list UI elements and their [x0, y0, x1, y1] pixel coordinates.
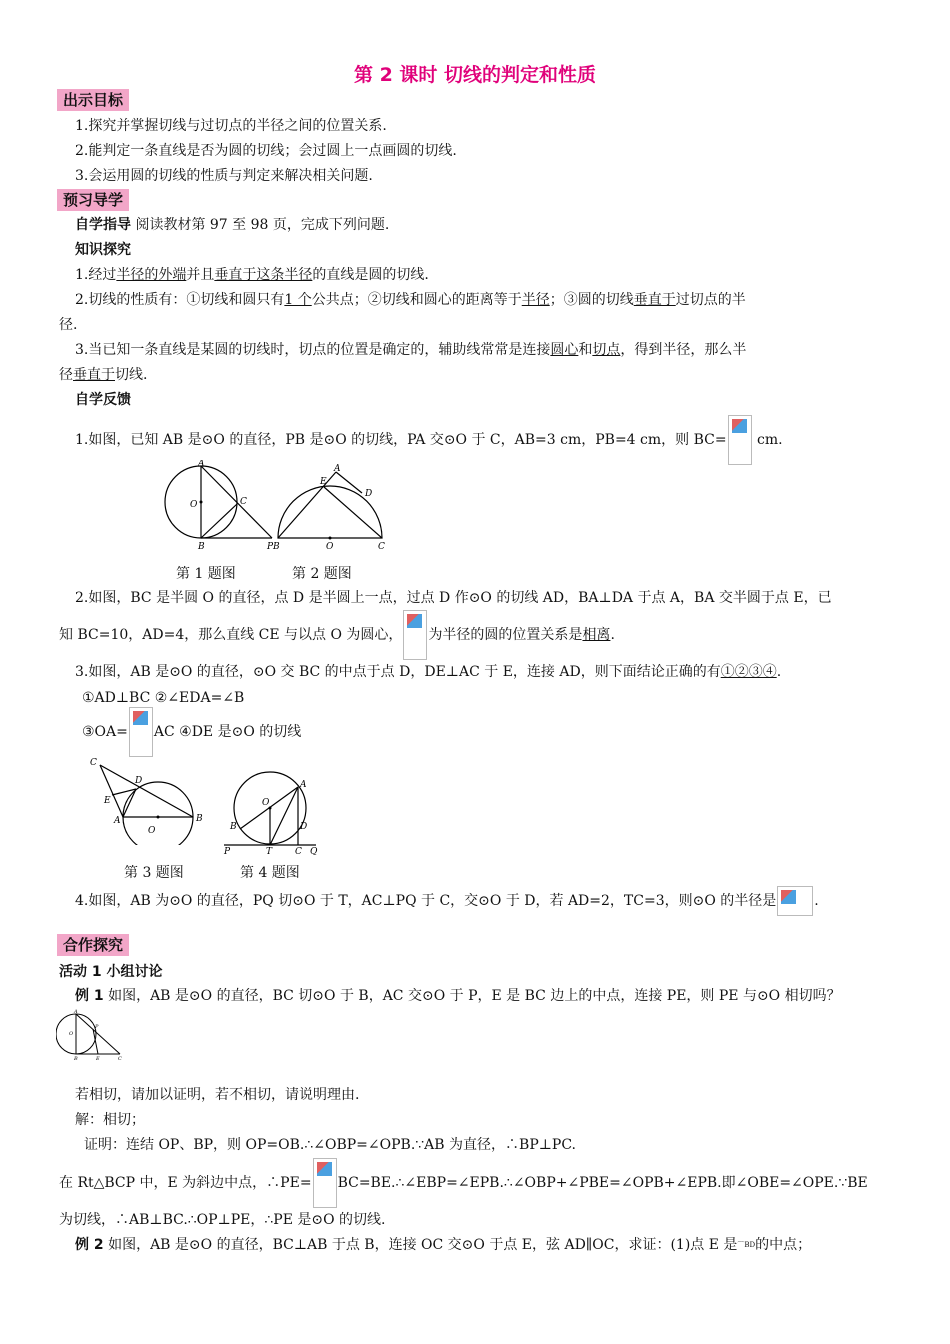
text: 1.经过	[75, 267, 117, 283]
figure-1	[160, 460, 280, 555]
knowledge-heading: 知识探究	[75, 242, 131, 258]
question-1	[75, 415, 915, 465]
fig-label: O	[190, 500, 198, 510]
text: 过切点的半	[675, 292, 746, 308]
answer: ①②③④	[720, 664, 777, 680]
fig-label: E	[320, 477, 327, 487]
fig-label: B	[273, 542, 280, 552]
text: ，得到半径，那么半	[620, 342, 747, 358]
page-title: 第 2 课时 切线的判定和性质	[353, 64, 597, 86]
text: .	[776, 664, 782, 680]
figure-3	[88, 755, 208, 845]
caption-fig-1: 第 1 题图	[176, 566, 236, 582]
text: BC=BE.∴∠EBP=∠EPB.∴∠OBP+∠PBE=∠OPB+∠EPB.即∠OBE=∠OPE.∵BE	[337, 1175, 868, 1191]
activity-heading: 活动 1 小组讨论	[59, 964, 163, 980]
caption-fig-3: 第 3 题图	[124, 865, 184, 881]
figure-2	[270, 460, 390, 555]
text: .	[610, 627, 615, 643]
text: 1.如图，已知 AB 是⊙O 的直径，PB 是⊙O 的切线，PA 交⊙O 于 C，AB=3 cm，PB=4 cm，则 BC=	[75, 432, 727, 448]
fig-label: O	[69, 1031, 74, 1037]
fig-label: C	[118, 1056, 122, 1060]
self-guide-label: 自学指导	[75, 217, 131, 233]
answer: 半径的外端	[116, 267, 187, 283]
goal-1: 1.探究并掌握切线与过切点的半径之间的位置关系.	[75, 118, 387, 134]
text: 和	[578, 342, 593, 358]
question-2-cont	[59, 610, 899, 660]
caption-fig-2: 第 2 题图	[292, 566, 352, 582]
fig-label: E	[104, 796, 111, 806]
example-1-answer: 解：相切；	[75, 1112, 145, 1128]
example-1-proof-3: 为切线，∴AB⊥BC.∴OP⊥PE，∴PE 是⊙O 的切线.	[59, 1212, 386, 1228]
fig-label: A	[300, 780, 307, 790]
self-guide-text: 阅读教材第 97 至 98 页，完成下列问题.	[135, 217, 390, 233]
fig-label: T	[266, 847, 273, 855]
text: 的直线是圆的切线.	[312, 267, 429, 283]
fig-label: A	[74, 1009, 78, 1015]
example-1-proof-2	[59, 1158, 899, 1208]
fig-label: O	[148, 826, 156, 836]
text: 的中点；	[755, 1237, 812, 1253]
formula-image-placeholder	[403, 610, 427, 660]
fig-label: A	[334, 464, 341, 474]
fig-label: C	[240, 497, 247, 507]
text: 3.当已知一条直线是某圆的切线时，切点的位置是确定的，辅助线常常是连接	[75, 342, 551, 358]
fig-label: A	[198, 460, 205, 469]
section-preview: 预习导学	[57, 189, 129, 211]
section-goals: 出示目标	[57, 89, 129, 111]
question-3	[75, 662, 915, 682]
figure-4	[222, 765, 332, 855]
fig-label: O	[326, 542, 334, 552]
section-coop: 合作探究	[57, 934, 129, 956]
fig-label: Q	[310, 847, 318, 855]
question-4	[75, 886, 915, 916]
answer: 圆心	[550, 342, 579, 358]
fig-label: A	[114, 816, 121, 826]
caption-fig-4: 第 4 题图	[240, 865, 300, 881]
text: 并且	[186, 267, 215, 283]
answer: 相离	[582, 627, 611, 643]
text: 4.如图，AB 为⊙O 的直径，PQ 切⊙O 于 T，AC⊥PQ 于 C，交⊙O 于 D，若 AD=2，TC=3，则⊙O 的半径是	[75, 893, 777, 909]
knowledge-2	[75, 290, 915, 310]
goal-2: 2.能判定一条直线是否为圆的切线；会过圆上一点画圆的切线.	[75, 143, 457, 159]
text: 3.如图，AB 是⊙O 的直径，⊙O 交 BC 的中点于点 D，DE⊥AC 于 E，连接 AD，则下面结论正确的有	[75, 664, 721, 680]
text: 2.切线的性质有：①切线和圆只有	[75, 292, 285, 308]
example-1-text2: 若相切，请加以证明，若不相切，请说明理由.	[75, 1087, 360, 1103]
text: 如图，AB 是⊙O 的直径，BC⊥AB 于点 B，连接 OC 交⊙O 于点 E，弦 AD∥OC，求证：(1)点 E 是	[103, 1237, 738, 1253]
fig-label: P	[95, 1024, 99, 1030]
text: 知 BC=10，AD=4，那么直线 CE 与以点 O 为圆心，	[59, 627, 403, 643]
arc-notation: ⌒BD	[737, 1241, 756, 1249]
text: 为半径的圆的位置关系是	[428, 627, 583, 643]
figure-5	[56, 1008, 124, 1060]
fig-label: B	[230, 822, 237, 832]
fig-label: B	[74, 1056, 78, 1060]
text: ；③圆的切线	[549, 292, 634, 308]
text: 径	[59, 367, 73, 383]
example-label: 例 1	[75, 988, 104, 1004]
fig-label: D	[300, 822, 308, 832]
answer: 垂直于	[73, 367, 115, 383]
formula-image-placeholder	[313, 1158, 337, 1208]
text: 切线.	[115, 367, 148, 383]
fig-label: C	[378, 542, 385, 552]
fig-label: B	[198, 542, 205, 552]
fig-label: P	[267, 542, 274, 552]
text: .	[814, 893, 819, 909]
knowledge-3	[75, 340, 915, 360]
answer: 垂直于这条半径	[214, 267, 313, 283]
fig-label: D	[365, 489, 373, 499]
knowledge-1	[75, 265, 915, 285]
text: 如图，AB 是⊙O 的直径，BC 切⊙O 于 B，AC 交⊙O 于 P，E 是 BC 边上的中点，连接 PE，则 PE 与⊙O 相切吗？	[103, 988, 841, 1004]
knowledge-2-cont: 径.	[59, 317, 78, 333]
fig-label: B	[196, 814, 203, 824]
question-3-options-2	[82, 707, 922, 757]
answer: 半径	[521, 292, 550, 308]
answer: 切点	[592, 342, 621, 358]
text: ③OA=	[82, 724, 128, 740]
formula-image-placeholder	[728, 415, 752, 465]
text: cm.	[752, 432, 783, 448]
feedback-heading: 自学反馈	[75, 392, 131, 408]
formula-image-placeholder	[129, 707, 153, 757]
fig-label: C	[90, 758, 97, 768]
text: 在 Rt△BCP 中，E 为斜边中点，∴PE=	[59, 1175, 312, 1191]
example-1	[75, 986, 915, 1006]
question-3-options-1: ①AD⊥BC ②∠EDA=∠B	[82, 690, 245, 706]
fig-label: O	[262, 798, 270, 808]
fig-label: E	[96, 1056, 100, 1060]
goal-3: 3.会运用圆的切线的性质与判定来解决相关问题.	[75, 168, 373, 184]
fig-label: D	[135, 776, 143, 786]
example-1-proof-1: 证明：连结 OP、BP，则 OP=OB.∴∠OBP=∠OPB.∵AB 为直径，∴BP⊥PC.	[84, 1137, 576, 1153]
answer: 1 个	[284, 292, 312, 308]
text: AC ④DE 是⊙O 的切线	[153, 724, 302, 740]
example-label: 例 2	[75, 1237, 104, 1253]
self-guide	[75, 215, 915, 235]
fig-label: C	[295, 847, 302, 855]
answer: 垂直于	[633, 292, 676, 308]
formula-image-placeholder	[777, 886, 813, 916]
knowledge-3-cont	[59, 365, 899, 385]
text: 公共点；②切线和圆心的距离等于	[311, 292, 522, 308]
example-2	[75, 1235, 915, 1255]
fig-label: P	[224, 847, 231, 855]
question-2: 2.如图，BC 是半圆 O 的直径，点 D 是半圆上一点，过点 D 作⊙O 的切线 AD，BA⊥DA 于点 A，BA 交半圆于点 E，已	[75, 590, 832, 606]
